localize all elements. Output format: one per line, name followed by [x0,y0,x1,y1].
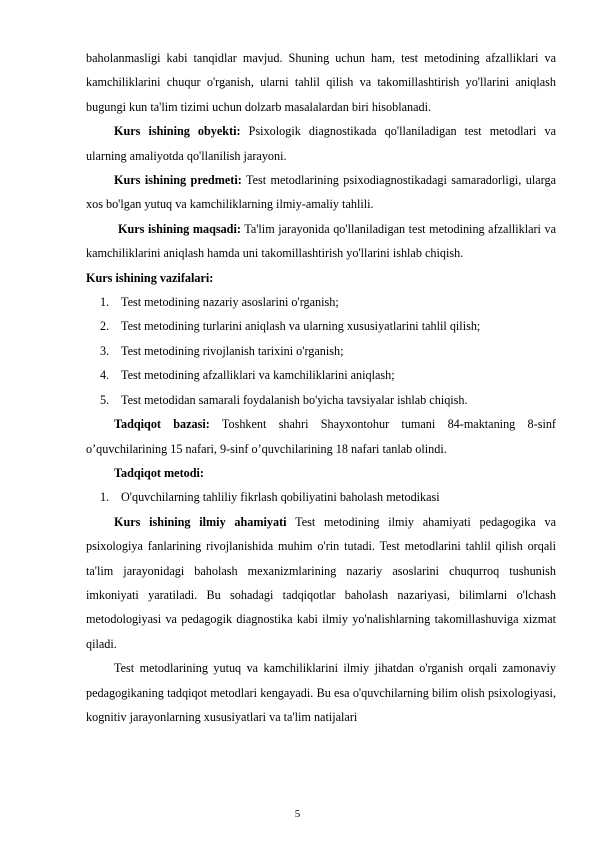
list-item [86,339,556,363]
last-paragraph: Test metodlarining yutuq va kamchiliklarini ilmiy jihatdan o'rganish orqali zamonaviy pedagogikaning tadqiqot metodlari kengayadi. Bu esa o'quvchilarning bilim olish psixologiyasi, kognitiv jarayonlarning xususiyatlari va ta'lim natijalari [86,661,556,724]
tasks-heading [86,266,556,290]
significance-text: Test metodining ilmiy ahamiyati pedagogika va psixologiya fanlarining rivojlanishida muhim o'rin tutadi. Test metodlarini tahlil qilish orqali ta'lim jarayonidagi baholash mexanizmlarining nazariy asoslarini chuqurroq tushunish imkoniyati yaratiladi. Bu sohadagi tadqiqotlar baholash nazariyasi, bilimlarni o'lchash metodologiyasi va pedagogik diagnostika kabi ilmiy yo'nalishlarning takomillashuviga xizmat qiladi. [86,514,556,651]
object-paragraph [86,119,556,168]
page-number: 5 [294,808,301,820]
research-base-text: Toshkent shahri Shayxontohur tumani 84-maktaning 8-sinf o’quvchilarining 15 nafari, 9-sinf o’quvchilarining 18 nafari tanlab olindi. [86,417,556,456]
research-method-heading [86,461,556,485]
list-item-text: Test metodining turlarini aniqlash va ularning xususiyatlarini tahlil qilish; [121,319,481,334]
list-item-text: Test metodining nazariy asoslarini o'rganish; [121,295,339,310]
list-item-text: Test metodidan samarali foydalanish bo'yicha tavsiyalar ishlab chiqish. [121,392,468,407]
list-item [86,363,556,387]
list-item-number: 3. [100,343,110,358]
document-page [86,46,556,729]
significance-label: Kurs ishining ilmiy ahamiyati [114,514,287,529]
list-item-number: 1. [100,295,110,310]
significance-paragraph [86,510,556,656]
research-base-paragraph [86,412,556,461]
research-method-heading-text: Tadqiqot metodi: [114,465,204,480]
list-item [86,485,556,509]
list-item-number: 5. [100,392,110,407]
method-list [86,485,556,509]
goal-text: Ta'lim jarayonida qo'llaniladigan test metodining afzalliklari va kamchiliklarini aniqlash hamda uni takomillashtirish yo'llarini ishlab chiqish. [86,221,556,261]
subject-text: Test metodlarining psixodiagnostikadagi samaradorligi, ularga xos bo'lgan yutuq va kamchiliklarning ilmiy-amaliy tahlili. [86,173,556,212]
goal-paragraph [86,217,556,266]
tasks-heading-text: Kurs ishining vazifalari: [86,270,214,285]
object-label: Kurs ishining obyekti: [114,124,241,139]
list-item-text: Test metodining afzalliklari va kamchiliklarini aniqlash; [121,368,395,383]
subject-label: Kurs ishining predmeti: [114,173,242,188]
object-text: Psixologik diagnostikada qo'llaniladigan test metodlari va ularning amaliyotda qo'llanilish jarayoni. [86,124,556,163]
list-item-text: Test metodining rivojlanish tarixini o'rganish; [121,343,344,358]
list-item-text: O'quvchilarning tahliliy fikrlash qobiliyatini baholash metodikasi [121,490,440,505]
research-base-label: Tadqiqot bazasi: [114,417,210,432]
goal-label: Kurs ishining maqsadi: [118,221,241,236]
list-item-number: 1. [100,490,110,505]
list-item [86,388,556,412]
tasks-list [86,290,556,412]
list-item-number: 2. [100,319,110,334]
list-item-number: 4. [100,368,110,383]
intro-paragraph: baholanmasligi kabi tanqidlar mavjud. Shuning uchun ham, test metodining afzalliklari va kamchiliklarini chuqur o'rganish, ularni tahlil qilish va takomillashtirish yo'llarini aniqlash bugungi kun ta'lim tizimi uchun dolzarb masalalardan biri hisoblanadi. [86,51,556,114]
list-item [86,290,556,314]
subject-paragraph [86,168,556,217]
list-item [86,314,556,338]
